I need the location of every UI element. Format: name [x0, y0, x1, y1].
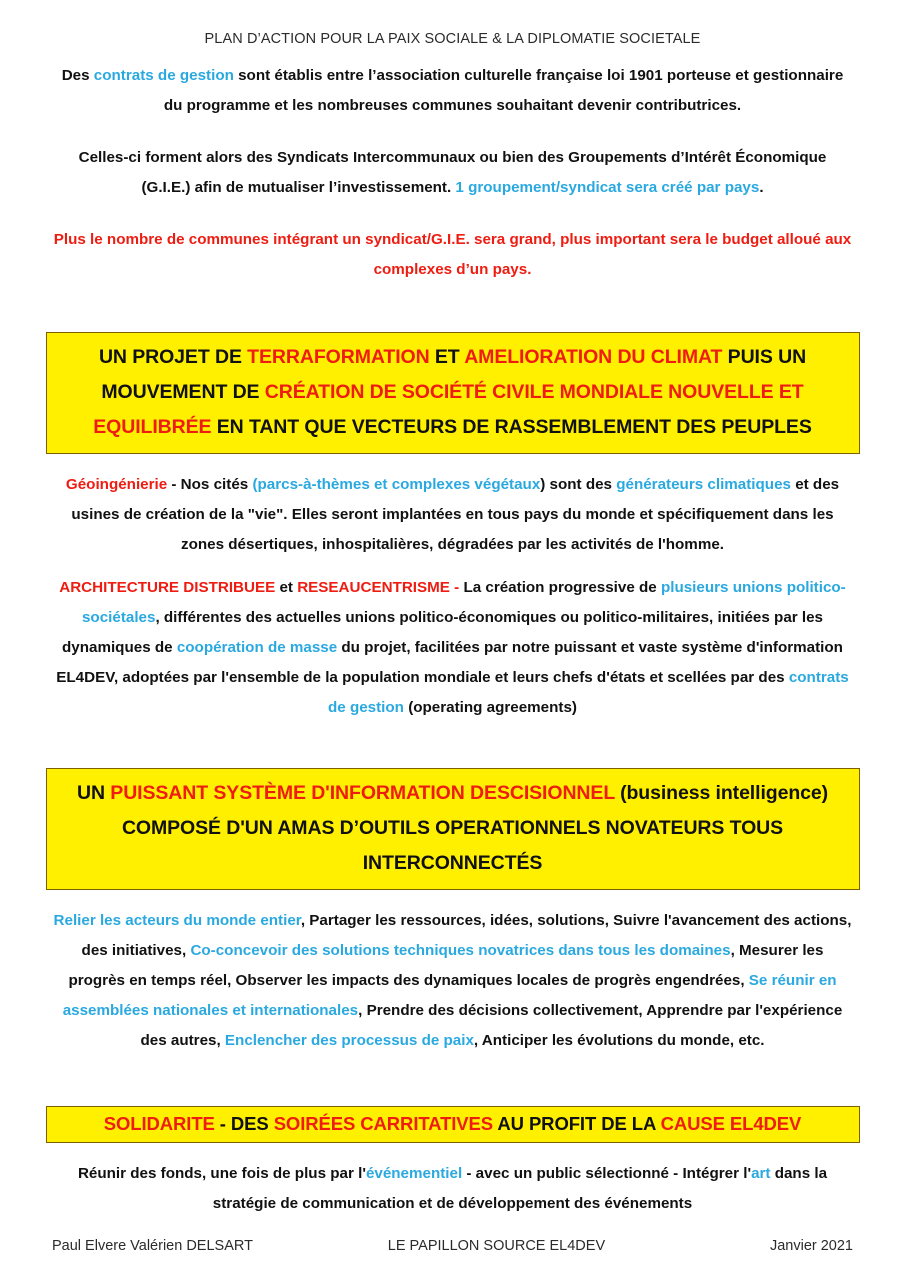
- banner-systeme-information: [46, 768, 860, 890]
- solidarite-paragraph: [53, 1159, 853, 1219]
- architecture-paragraph: [53, 573, 853, 723]
- bs-s1: UN: [76, 782, 111, 805]
- banner-systeme-text: [61, 776, 845, 881]
- arch-highlight-contrats: contrats de gestion: [328, 669, 849, 717]
- page-title: PLAN D’ACTION POUR LA PAIX SOCIALE & LA DIPLOMATIE SOCIETALE: [204, 31, 701, 47]
- intro-p3-red-text: Plus le nombre de communes intégrant un syndicat/G.I.E. sera grand, plus important sera le budget alloué aux complexes d’un pays.: [53, 231, 852, 279]
- geo-term-geoingenierie: Géoingénierie: [65, 476, 168, 494]
- arch-s4: La création progressive de: [459, 579, 661, 597]
- act-highlight-assemblees: Se réunir en assemblées nationales et internationales: [62, 972, 837, 1020]
- sol-s5: dans la stratégie de communication et de développement des événements: [212, 1165, 828, 1213]
- act-highlight-processus-paix: Enclencher des processus de paix: [224, 1032, 474, 1050]
- intro-p2-text-a: Celles-ci forment alors des Syndicats Intercommunaux ou bien des Groupements d’Intérêt Économique (G.I.E.) afin de mutualiser l’investissement.: [78, 149, 827, 197]
- bsol-s5-cause: CAUSE EL4DEV: [660, 1113, 802, 1135]
- banner-systeme-inner: [47, 769, 859, 889]
- geo-s2: - Nos cités: [167, 476, 253, 494]
- act-highlight-coconcevoir: Co-concevoir des solutions techniques novatrices dans tous les domaines: [190, 942, 731, 960]
- bt-s4-amelioration: AMELIORATION DU CLIMAT: [464, 346, 723, 369]
- geo-s4: ) sont des: [540, 476, 617, 494]
- sol-s3: - avec un public sélectionné - Intégrer l': [462, 1165, 752, 1183]
- bsol-s4: AU PROFIT DE LA: [493, 1113, 661, 1135]
- bt-s2-terraformation: TERRAFORMATION: [247, 346, 430, 369]
- bt-s6-creation: CRÉATION DE SOCIÉTÉ CIVILE MONDIALE NOUVELLE ET EQUILIBRÉE: [93, 381, 804, 439]
- arch-s8: du projet, facilitées par notre puissant et vaste système d'information EL4DEV, adoptées par l'ensemble de la population mondiale et leurs chefs d'états et scellées par des: [56, 639, 843, 687]
- actions-paragraph: [53, 906, 853, 1056]
- bsol-s3-soirees: SOIRÉES CARRITATIVES: [273, 1113, 494, 1135]
- intro-paragraph-1: [53, 61, 853, 121]
- arch-s10: (operating agreements): [403, 699, 577, 717]
- act-s2: , Partager les ressources, idées, solutions, Suivre l'avancement des actions, des initiatives,: [81, 912, 852, 960]
- bt-s1: UN PROJET DE: [98, 346, 248, 369]
- bt-s3: ET: [429, 346, 465, 369]
- bsol-s2: - DES: [214, 1113, 274, 1135]
- intro-paragraph-3: [53, 225, 853, 285]
- act-s4: , Mesurer les progrès en temps réel, Observer les impacts des dynamiques locales de progrès engendrées,: [68, 942, 824, 990]
- banner-solidarite-inner: [47, 1107, 859, 1142]
- arch-highlight-cooperation: coopération de masse: [176, 639, 338, 657]
- arch-s2: et: [275, 579, 298, 597]
- intro-p2-highlight-groupement: 1 groupement/syndicat sera créé par pays: [455, 179, 760, 197]
- geo-highlight-parcs: (parcs-à-thèmes et complexes végétaux: [252, 476, 541, 494]
- page-footer: [0, 1238, 905, 1254]
- intro-p1-highlight-contrats: contrats de gestion: [93, 67, 234, 85]
- geo-highlight-generateurs: générateurs climatiques: [616, 476, 791, 494]
- bs-s2-puissant-systeme: PUISSANT SYSTÈME D'INFORMATION DESCISIONNEL: [110, 782, 615, 805]
- act-s8: , Anticiper les évolutions du monde, etc.: [473, 1032, 765, 1050]
- sol-highlight-evenementiel: événementiel: [365, 1165, 463, 1183]
- footer-author: Paul Elvere Valérien DELSART: [52, 1238, 253, 1254]
- sol-highlight-art: art: [751, 1165, 771, 1183]
- act-highlight-relier: Relier les acteurs du monde entier: [53, 912, 301, 930]
- intro-p1-text-a: Des: [61, 67, 94, 85]
- banner-solidarite-text: [57, 1110, 849, 1138]
- bt-s7: EN TANT QUE VECTEURS DE RASSEMBLEMENT DES PEUPLES: [211, 416, 812, 439]
- bsol-s1-solidarite: SOLIDARITE: [103, 1113, 215, 1135]
- bt-s5: PUIS UN MOUVEMENT DE: [101, 346, 807, 404]
- geo-s6: et des usines de création de la "vie". Elles seront implantées en tous pays du monde et spécifiquement dans les zones désertiques, inhospitalières, dégradées par les activités de l'homme.: [71, 476, 840, 554]
- banner-terraformation-inner: [47, 333, 859, 453]
- sol-s1: Réunir des fonds, une fois de plus par l': [77, 1165, 366, 1183]
- footer-document-name: LE PAPILLON SOURCE EL4DEV: [387, 1238, 606, 1254]
- intro-p2-text-b: .: [759, 179, 764, 197]
- bs-s3: (business intelligence) COMPOSÉ D'UN AMAS D’OUTILS OPERATIONNELS NOVATEURS TOUS INTERCONNECTÉS: [121, 782, 829, 875]
- footer-date: Janvier 2021: [769, 1238, 853, 1254]
- arch-term-architecture-distribuee: ARCHITECTURE DISTRIBUEE: [59, 579, 276, 597]
- intro-paragraph-2: [53, 143, 853, 203]
- banner-terraformation: [46, 332, 860, 454]
- arch-term-reseaucentrisme: RESEAUCENTRISME -: [297, 579, 460, 597]
- banner-terraformation-text: [61, 340, 845, 445]
- intro-p1-text-b: sont établis entre l’association culturelle française loi 1901 porteuse et gestionnaire du programme et les nombreuses communes souhaitant devenir contributrices.: [163, 67, 844, 115]
- geoingenierie-paragraph: [53, 470, 853, 560]
- arch-highlight-unions: plusieurs unions politico-sociétales: [81, 579, 846, 627]
- banner-solidarite: [46, 1106, 860, 1143]
- arch-s6: , différentes des actuelles unions politico-économiques ou politico-militaires, initiées par les dynamiques de: [62, 609, 824, 657]
- act-s6: , Prendre des décisions collectivement, Apprendre par l'expérience des autres,: [140, 1002, 843, 1050]
